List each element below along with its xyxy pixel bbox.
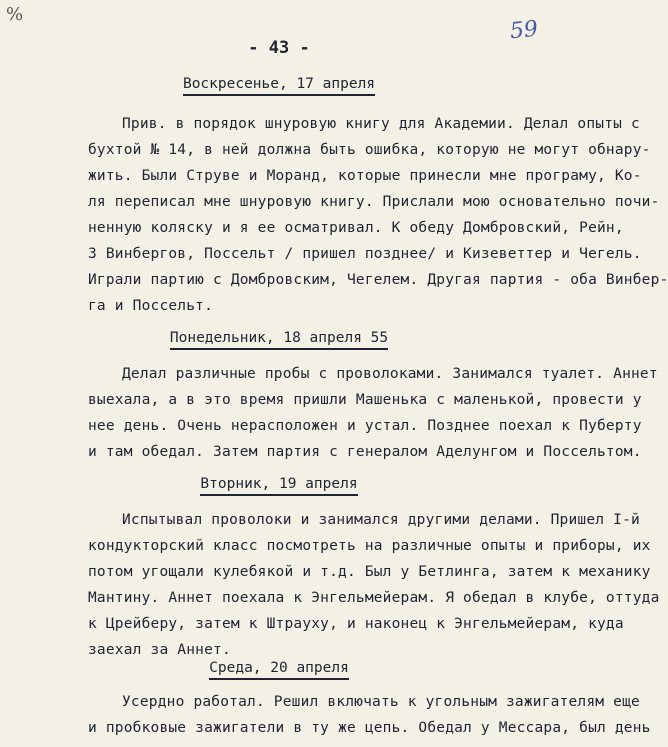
entry-line: ля переписал мне шнуровую книгу. Прислали мою основательно почи-	[88, 194, 660, 210]
margin-mark: %	[6, 4, 24, 25]
entry-line: Испытывал проволоки и занимался другими делами. Пришел I-й	[122, 512, 640, 528]
entry-heading-wednesday: Среда, 20 апреля	[0, 660, 558, 676]
entry-line: жить. Были Струве и Моранд, которые принесли мне програму, Ко-	[88, 168, 642, 184]
entry-line: га и Поссельт.	[88, 298, 214, 314]
entry-line: Прив. в порядок шнуровую книгу для Академии. Делал опыты с	[122, 116, 640, 132]
page-number: - 43 -	[248, 38, 310, 58]
entry-line: нее день. Очень нерасположен и устал. Позднее поехал к Пуберту	[88, 418, 642, 434]
entry-line: выехала, а в это время пришли Машенька с маленькой, провести у	[88, 392, 642, 408]
entry-line: к Црейберу, затем к Штрауху, и наконец к Энгельмейерам, куда	[88, 616, 624, 632]
entry-line: бухтой № 14, в ней должна быть ошибка, которую не могут обнару-	[88, 142, 651, 158]
entry-line: заехал за Аннет.	[88, 642, 231, 658]
entry-heading-tuesday: Вторник, 19 апреля	[0, 476, 558, 492]
entry-line: и там обедал. Затем партия с генералом Аделунгом и Поссельтом.	[88, 444, 642, 460]
entry-heading-monday: Понедельник, 18 апреля 55	[0, 330, 558, 346]
folio-number: 59	[508, 16, 540, 45]
entry-line: Делал различные пробы с проволоками. Занимался туалет. Аннет	[122, 366, 658, 382]
entry-line: Мантину. Аннет поехала к Энгельмейерам. Я обедал в клубе, оттуда	[88, 590, 660, 606]
entry-line: Усердно работал. Решил включать к угольным зажигателям еще	[122, 694, 640, 710]
entry-line: кондукторский класс посмотреть на различные опыты и приборы, их	[88, 538, 651, 554]
entry-line: 3 Винбергов, Поссельт / пришел позднее/ и Кизеветтер и Чегель.	[88, 246, 642, 262]
entry-line: Играли партию с Домбровским, Чегелем. Другая партия - оба Винбер-	[88, 272, 668, 288]
entry-line: и пробковые зажигатели в ту же цепь. Обедал у Мессара, был день	[88, 720, 651, 736]
entry-line: потом угощали кулебякой и т.д. Был у Бетлинга, затем к механику	[88, 564, 651, 580]
entry-line: ненную коляску и я ее осматривал. К обеду Домбровский, Рейн,	[88, 220, 624, 236]
entry-heading-sunday: Воскресенье, 17 апреля	[0, 76, 558, 92]
